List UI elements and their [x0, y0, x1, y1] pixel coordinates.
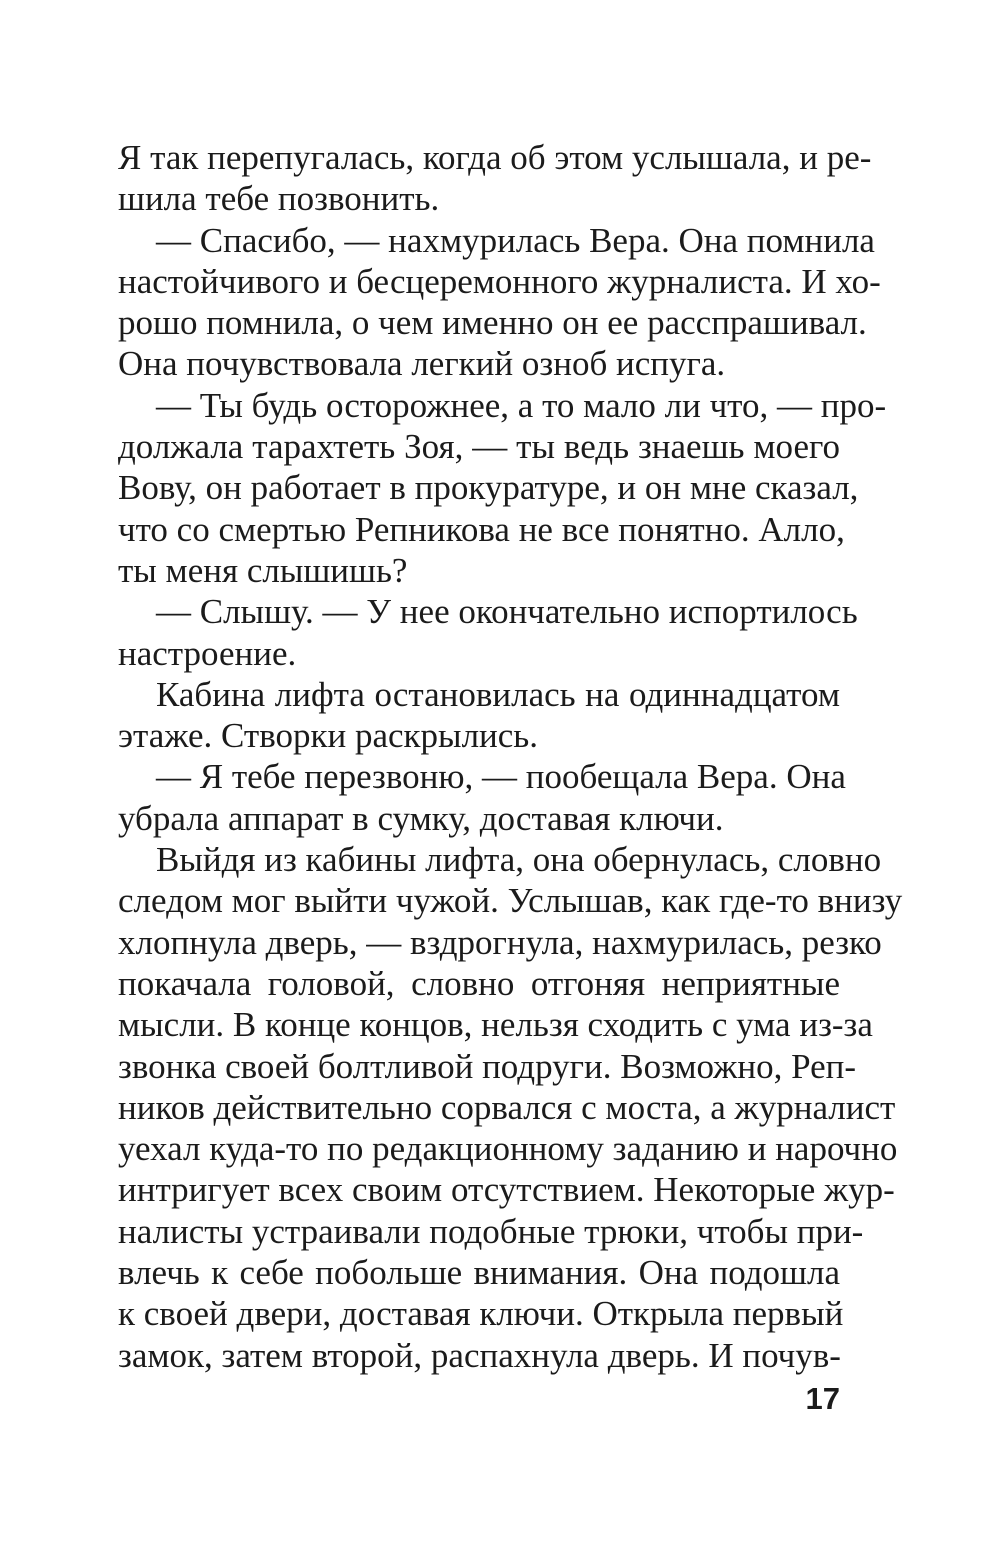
text-line: влечь к себе побольше внимания. Она подошла [118, 1253, 840, 1293]
text-line: этаже. Створки раскрылись. [118, 716, 539, 756]
text-line: следом мог выйти чужой. Услышав, как где-то внизу [118, 881, 903, 921]
text-line: должала тарахтеть Зоя, — ты ведь знаешь моего [118, 427, 840, 467]
text-line: — Спасибо, — нахмурилась Вера. Она помнила [156, 220, 875, 260]
text-line: Она почувствовала легкий озноб испуга. [118, 344, 726, 384]
text-line: покачала головой, словно отгоняя неприятные [118, 963, 840, 1003]
text-line: уехал куда-то по редакционному заданию и нарочно [118, 1129, 898, 1169]
text-line: Кабина лифта остановилась на одиннадцатом [156, 674, 840, 714]
text-line: ников действительно сорвался с моста, а журналист [118, 1087, 896, 1127]
text-line: замок, затем второй, распахнула дверь. И почув- [118, 1335, 841, 1375]
text-line: мысли. В конце концов, нельзя сходить с ума из-за [118, 1005, 873, 1045]
text-line: — Слышу. — У нее окончательно испортилось [156, 592, 858, 632]
text-line: хлопнула дверь, — вздрогнула, нахмурилась, резко [118, 922, 882, 962]
text-line: убрала аппарат в сумку, доставая ключи. [118, 798, 724, 838]
text-line: налисты устраивали подобные трюки, чтобы при- [118, 1211, 864, 1251]
text-line: Я так перепугалась, когда об этом услышала, и ре- [118, 138, 872, 177]
text-line: Выйдя из кабины лифта, она обернулась, словно [156, 840, 882, 880]
text-line: настроение. [118, 633, 297, 673]
text-line: Вову, он работает в прокуратуре, и он мне сказал, [118, 468, 859, 508]
text-line: — Ты будь осторожнее, а то мало ли что, — про- [156, 385, 887, 425]
text-line: звонка своей болтливой подруги. Возможно, Реп- [118, 1046, 857, 1086]
page-number: 17 [805, 1381, 840, 1416]
text-line: шила тебе позвонить. [118, 179, 440, 219]
text-line: — Я тебе перезвоню, — пообещала Вера. Она [156, 757, 846, 797]
text-line: настойчивого и бесцеремонного журналиста. И хо- [118, 261, 881, 301]
text-line: рошо помнила, о чем именно он ее расспрашивал. [118, 303, 867, 343]
text-line: к своей двери, доставая ключи. Открыла первый [118, 1294, 844, 1334]
text-line: ты меня слышишь? [118, 550, 408, 590]
text-line: что со смертью Репникова не все понятно. Алло, [118, 509, 845, 549]
body-text [118, 137, 903, 1376]
text-line: интригует всех своим отсутствием. Некоторые жур- [118, 1170, 895, 1210]
